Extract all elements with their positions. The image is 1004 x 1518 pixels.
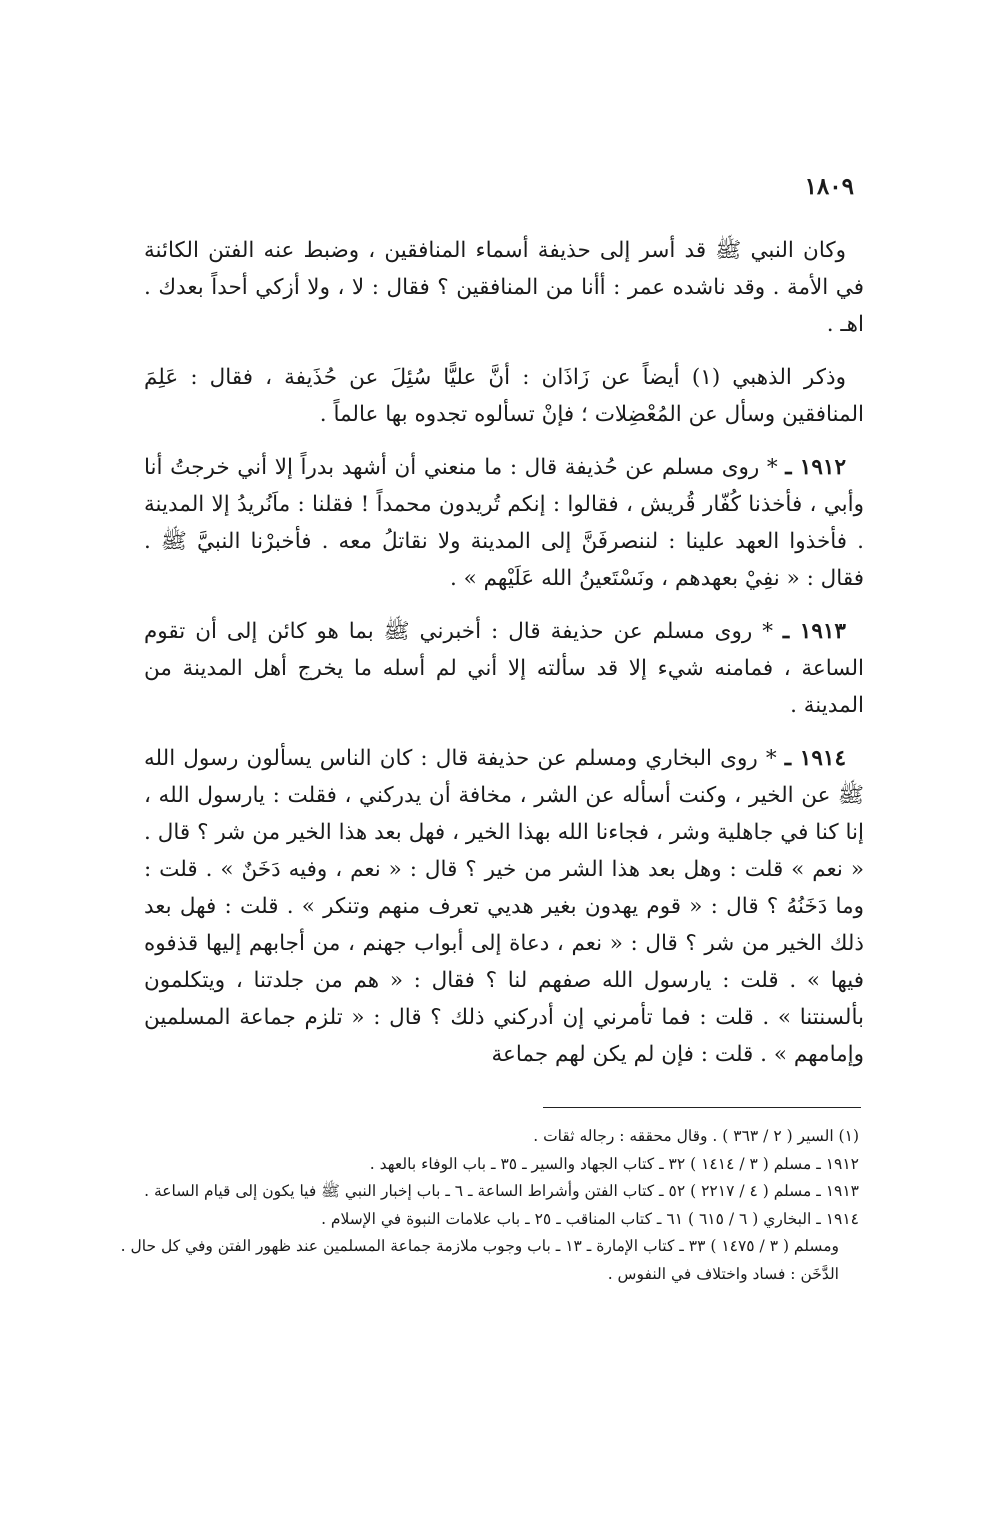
paragraph-text: وكان النبي ﷺ قد أسر إلى حذيفة أسماء المنافقين ، وضبط عنه الفتن الكائنة في الأمة . وقد ناشده عمر : أأنا من المنافقين ؟ فقال : لا ، ولا أزكي أحداً بعدك . اهـ . bbox=[144, 238, 864, 337]
hadith-1913 bbox=[144, 613, 864, 724]
hadith-text: * روى البخاري ومسلم عن حذيفة قال : كان الناس يسألون رسول الله ﷺ عن الخير ، وكنت أسأله عن الشر ، مخافة أن يدركني ، فقلت : يارسول الله ، إنا كنا في جاهلية وشر ، فجاءنا الله بهذا الخير ، فهل بعد هذا الخير من شر ؟ قال . « نعم » قلت : وهل بعد هذا الشر من خير ؟ قال : « نعم ، وفيه دَخَنٌ » . قلت : وما دَخَنُهُ ؟ قال : « قوم يهدون بغير هديي تعرف منهم وتنكر » . قلت : فهل بعد ذلك الخير من شر ؟ قال : « نعم ، دعاة إلى أبواب جهنم ، من أجابهم إليها قذفوه فيها » . قلت : يارسول الله صفهم لنا ؟ فقال : « هم من جلدتنا ، ويتكلمون بألسنتنا » . قلت : فما تأمرني إن أدركني ذلك ؟ قال : « تلزم جماعة المسلمين وإمامهم » . قلت : فإن لم يكن لهم جماعة bbox=[144, 746, 865, 1067]
hadith-number: ١٩١٢ ـ bbox=[785, 455, 846, 480]
main-text bbox=[144, 232, 864, 1089]
hadith-number: ١٩١٤ ـ bbox=[784, 746, 846, 771]
footnote-1: (١) السير ( ٢ / ٣٦٣ ) . وقال محققه : رجاله ثقات . bbox=[533, 1127, 859, 1145]
paragraph-text: وذكر الذهبي (١) أيضاً عن زَاذَان : أنَّ عليًّا سُئِلَ عن حُذَيفة ، فقال : عَلِمَ المنافقين وسأل عن المُعْضِلات ؛ فإنْ تسألوه تجدوه بها عالماً . bbox=[144, 365, 864, 427]
footnote-divider bbox=[543, 1107, 861, 1108]
hadith-text: * روى مسلم عن حُذيفة قال : ما منعني أن أشهد بدراً إلا أني خرجتُ أنا وأبي ، فأخذنا كُفّار قُريش ، فقالوا : إنكم تُريدون محمداً ! فقلنا : ماَنُريدُ إلا المدينة . فأخذوا العهد علينا : لننصرفَنَّ إلى المدينة ولا نقاتلُ معه . فأخبرْنا النبيَّ ﷺ . فقال : « نفِيْ بعهدهم ، ونَسْتَعينُ الله عَلَيْهم » . bbox=[144, 455, 864, 591]
footnote-dakhan-definition: الدَّخَن : فساد واختلاف في النفوس . bbox=[607, 1264, 839, 1283]
footnote-1913: ١٩١٣ ـ مسلم ( ٤ / ٢٢١٧ ) ٥٢ ـ كتاب الفتن وأشراط الساعة ـ ٦ ـ باب إخبار النبي ﷺ فيا يكون إلى قيام الساعة . bbox=[144, 1182, 859, 1200]
footnotes bbox=[120, 1123, 859, 1288]
page-number: ١٨٠٩ bbox=[804, 173, 854, 200]
paragraph-intro bbox=[144, 232, 864, 343]
hadith-1914 bbox=[144, 740, 864, 1073]
footnote-1914: ١٩١٤ ـ البخاري ( ٦ / ٦١٥ ) ٦١ ـ كتاب المناقب ـ ٢٥ ـ باب علامات النبوة في الإسلام . bbox=[321, 1209, 859, 1228]
footnote-1914-muslim: ومسلم ( ٣ / ١٤٧٥ ) ٣٣ ـ كتاب الإمارة ـ ١٣ ـ باب وجوب ملازمة جماعة المسلمين عند ظهور الفتن وفي كل حال . bbox=[120, 1237, 839, 1255]
hadith-text: * روى مسلم عن حذيفة قال : أخبرني ﷺ بما هو كائن إلى أن تقوم الساعة ، فمامنه شيء إلا قد سألته إلا أني لم أسله ما يخرج أهل المدينة من المدينة . bbox=[144, 619, 864, 718]
footnote-1912: ١٩١٢ ـ مسلم ( ٣ / ١٤١٤ ) ٣٢ ـ كتاب الجهاد والسير ـ ٣٥ ـ باب الوفاء بالعهد . bbox=[369, 1154, 859, 1173]
hadith-number: ١٩١٣ ـ bbox=[782, 619, 846, 644]
hadith-1912 bbox=[144, 449, 864, 597]
paragraph-dhahabi bbox=[144, 359, 864, 433]
